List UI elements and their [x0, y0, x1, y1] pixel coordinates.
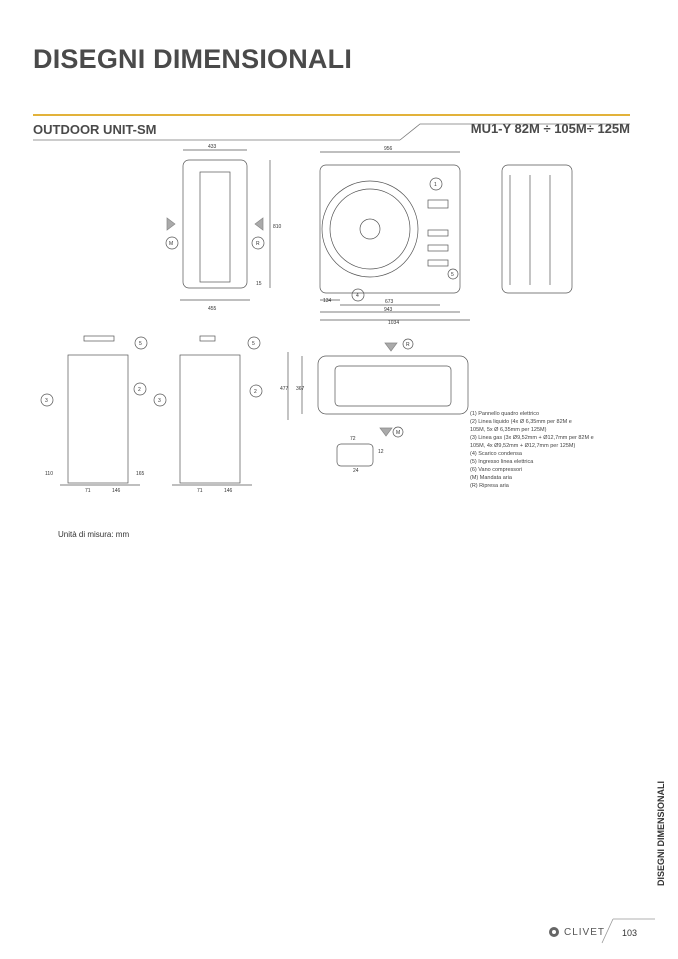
marker-3-a: 3: [45, 398, 48, 404]
marker-2-a: 2: [138, 387, 141, 393]
dim-back-b2: 146: [224, 488, 233, 494]
top-view: [288, 339, 468, 466]
section-title: OUTDOOR UNIT-SM: [33, 122, 157, 137]
marker-m: M: [169, 241, 174, 247]
marker-4-front: 4: [356, 293, 359, 299]
marker-5-b: 5: [252, 341, 255, 347]
dim-back-h2: 165: [136, 471, 145, 477]
marker-5-front: 5: [451, 272, 454, 278]
dim-front-b: 673: [385, 299, 394, 305]
dim-front-c: 943: [384, 307, 393, 313]
dim-front-a: 134: [323, 298, 332, 304]
legend-item: (3) Linea gas (3x Ø9,52mm + Ø12,7mm per 82M e: [470, 435, 594, 441]
model-title: MU1-Y 82M ÷ 105M÷ 125M: [470, 121, 630, 136]
dim-back-a2: 71: [197, 488, 203, 494]
dim-side-top: 433: [208, 144, 217, 150]
bottom-views: [41, 336, 262, 485]
dim-detail-b: 24: [353, 468, 359, 474]
dimensional-drawing: [0, 140, 678, 520]
dim-back-h1: 110: [45, 471, 53, 477]
marker-r: R: [256, 241, 260, 247]
dim-side-height: 810: [273, 224, 282, 230]
legend-item: (M) Mandata aria: [470, 475, 512, 481]
dim-top-h2: 367: [296, 386, 305, 392]
legend-item: (6) Vano compressori: [470, 467, 523, 473]
legend-item: (2) Linea liquido (4x Ø 6,35mm per 82M e: [470, 419, 572, 425]
marker-m-top: M: [396, 430, 401, 436]
rear-view: [502, 165, 572, 293]
marker-5-a: 5: [139, 341, 142, 347]
marker-3-b: 3: [158, 398, 161, 404]
page-number: 103: [622, 928, 638, 938]
front-view: [320, 152, 470, 320]
dim-detail-c: 12: [378, 449, 384, 455]
title-underline: [33, 114, 630, 116]
dim-detail-a: 72: [350, 436, 356, 442]
dim-side-small: 15: [256, 281, 262, 287]
side-section-label: DISEGNI DIMENSIONALI: [656, 780, 666, 886]
legend-item: (R) Ripresa aria: [470, 483, 509, 489]
legend-item: 105M, 5x Ø 6,35mm per 125M): [470, 427, 547, 433]
marker-1: 1: [434, 182, 437, 188]
legend-item: (5) Ingresso linea elettrica: [470, 459, 534, 465]
marker-2-b: 2: [254, 389, 257, 395]
dim-top-h1: 477: [280, 386, 289, 392]
legend-item: 105M, 4x Ø9,52mm + Ø12,7mm per 125M): [470, 443, 576, 449]
dim-back-a1: 71: [85, 488, 91, 494]
units-note: Unità di misura: mm: [58, 530, 130, 539]
side-view: [166, 150, 270, 300]
dim-side-bottom: 455: [208, 306, 217, 312]
dim-front-d: 1034: [388, 320, 400, 326]
marker-r-top: R: [406, 342, 410, 348]
dim-front-top: 956: [384, 146, 393, 152]
legend: [470, 411, 594, 489]
clivet-logo-icon: [548, 926, 560, 938]
legend-item: (4) Scarico condensa: [470, 451, 522, 457]
dim-back-b1: 146: [112, 488, 121, 494]
page-title: DISEGNI DIMENSIONALI: [33, 44, 353, 74]
brand-name: CLIVET: [564, 926, 606, 938]
legend-item: (1) Pannello quadro elettrico: [470, 411, 540, 417]
brand-logo: [548, 926, 605, 938]
